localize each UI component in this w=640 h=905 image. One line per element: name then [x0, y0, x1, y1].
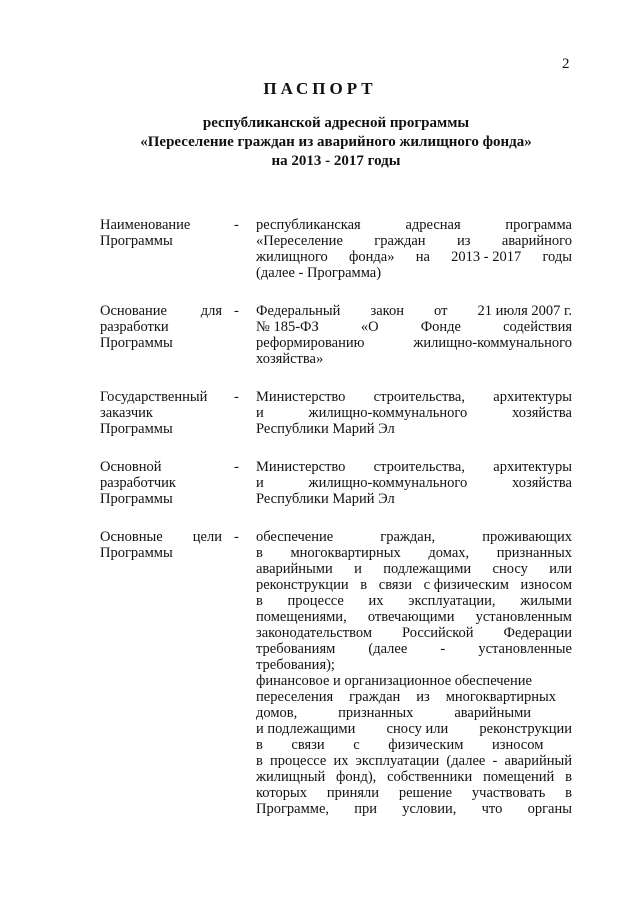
page-title: ПАСПОРТ	[263, 79, 377, 98]
row-label: Государственный заказчик Программы	[100, 389, 208, 437]
row-name	[100, 217, 572, 303]
row-value: Министерство строительства, архитектуры и жилищно-коммунального хозяйства Республики Марий Эл	[256, 459, 572, 507]
row-dash: -	[234, 217, 239, 233]
row-basis	[100, 303, 572, 389]
row-label: Основной разработчик Программы	[100, 459, 176, 507]
document-subtitle	[0, 114, 640, 171]
row-value: Министерство строительства, архитектуры и жилищно-коммунального хозяйства Республики Марий Эл	[256, 389, 572, 437]
row-dash: -	[234, 389, 239, 405]
row-goals	[100, 529, 572, 817]
row-value: обеспечение граждан, проживающих в многоквартирных домах, признанных аварийными и подлежащими сносу или реконструкции в связи с физическим износом в процессе их эксплуатации, жилыми помещениями, отвечающими установленным законодательством Российской Федерации требованиям (далее - установленные требования); финансовое и организационное обеспечение переселения граждан из многоквартирных домов, признанных аварийными и подлежащими сносу или реконструкции в связи с физическим износом в процессе их эксплуатации (далее - аварийный жилищный фонд), собственники помещений в которых приняли решение участвовать в Программе, при условии, что органы	[256, 529, 572, 817]
row-label: Основные цели Программы	[100, 529, 222, 561]
row-dash: -	[234, 529, 239, 545]
row-label: Основание для разработки Программы	[100, 303, 222, 351]
subtitle-line: республиканской адресной программы	[202, 115, 470, 131]
passport-table	[100, 217, 572, 817]
subtitle-line: «Переселение граждан из аварийного жилищного фонда»	[140, 134, 532, 150]
page-number: 2	[562, 56, 570, 72]
row-label: Наименование Программы	[100, 217, 191, 249]
row-value: Федеральный закон от 21 июля 2007 г. № 185-ФЗ «О Фонде содействия реформированию жилищно-коммунального хозяйства»	[256, 303, 572, 367]
row-dash: -	[234, 303, 239, 319]
subtitle-line: на 2013 - 2017 годы	[271, 153, 401, 169]
row-developer	[100, 459, 572, 529]
row-value: республиканская адресная программа «Переселение граждан из аварийного жилищного фонда» на 2013 - 2017 годы (далее - Программа)	[256, 217, 572, 281]
row-customer	[100, 389, 572, 459]
row-dash: -	[234, 459, 239, 475]
